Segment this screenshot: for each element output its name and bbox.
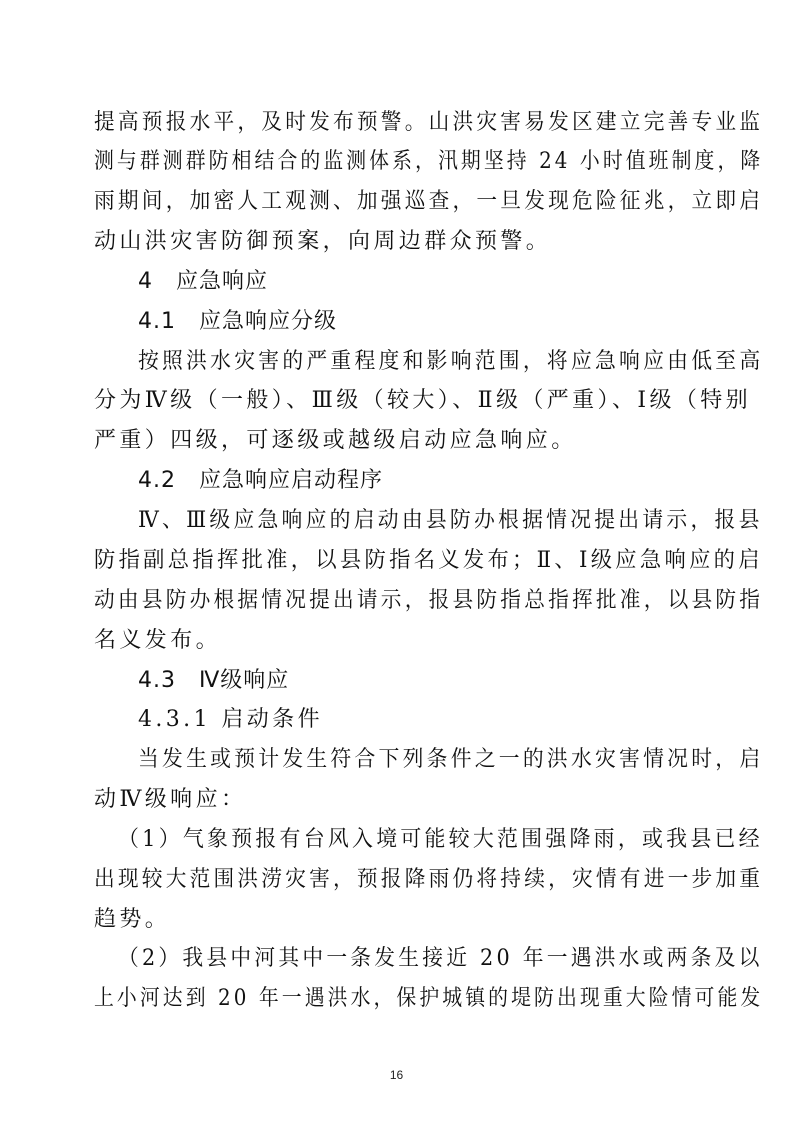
body-text-line: 动Ⅳ级响应： bbox=[94, 787, 247, 812]
section-heading: 4 应急响应 bbox=[138, 269, 268, 294]
body-text-line: 上小河达到 20 年一遇洪水，保护城镇的堤防出现重大险情可能发 bbox=[94, 986, 764, 1011]
subsection-heading: 4.2 应急响应启动程序 bbox=[138, 468, 383, 493]
list-item-line: （2）我县中河其中一条发生接近 20 年一遇洪水或两条及以 bbox=[118, 946, 763, 971]
body-text-line: 动由县防办根据情况提出请示，报县防指总指挥批准，以县防指 bbox=[94, 588, 764, 613]
body-text-line: 提高预报水平，及时发布预警。山洪灾害易发区建立完善专业监 bbox=[94, 110, 764, 135]
body-text-line: 当发生或预计发生符合下列条件之一的洪水灾害情况时，启 bbox=[138, 747, 764, 772]
body-text-line: 按照洪水灾害的严重程度和影响范围，将应急响应由低至高 bbox=[138, 349, 764, 374]
subsection-heading: 4.3 Ⅳ级响应 bbox=[138, 668, 290, 693]
body-text-line: 动山洪灾害防御预案，向周边群众预警。 bbox=[94, 229, 552, 254]
body-text-line: Ⅳ、Ⅲ级应急响应的启动由县防办根据情况提出请示，报县 bbox=[138, 508, 763, 533]
body-text-line: 出现较大范围洪涝灾害，预报降雨仍将持续，灾情有进一步加重 bbox=[94, 867, 764, 892]
clause-heading: 4.3.1 启动条件 bbox=[138, 707, 323, 732]
subsection-heading: 4.1 应急响应分级 bbox=[138, 309, 337, 334]
page-number: 16 bbox=[389, 1068, 404, 1082]
list-item-line: （1）气象预报有台风入境可能较大范围强降雨，或我县已经 bbox=[118, 827, 763, 852]
body-text-line: 测与群测群防相结合的监测体系，汛期坚持 24 小时值班制度，降 bbox=[94, 149, 764, 174]
body-text-line: 分为Ⅳ级（一般）、Ⅲ级（较大）、Ⅱ级（严重）、Ⅰ级（特别 bbox=[94, 388, 752, 413]
body-text-line: 严重）四级，可逐级或越级启动应急响应。 bbox=[94, 428, 577, 453]
body-text-line: 趋势。 bbox=[94, 907, 171, 932]
body-text-line: 名义发布。 bbox=[94, 628, 222, 653]
body-text-line: 防指副总指挥批准，以县防指名义发布；Ⅱ、Ⅰ级应急响应的启 bbox=[94, 548, 763, 573]
body-text-line: 雨期间，加密人工观测、加强巡查，一旦发现危险征兆，立即启 bbox=[94, 189, 764, 214]
